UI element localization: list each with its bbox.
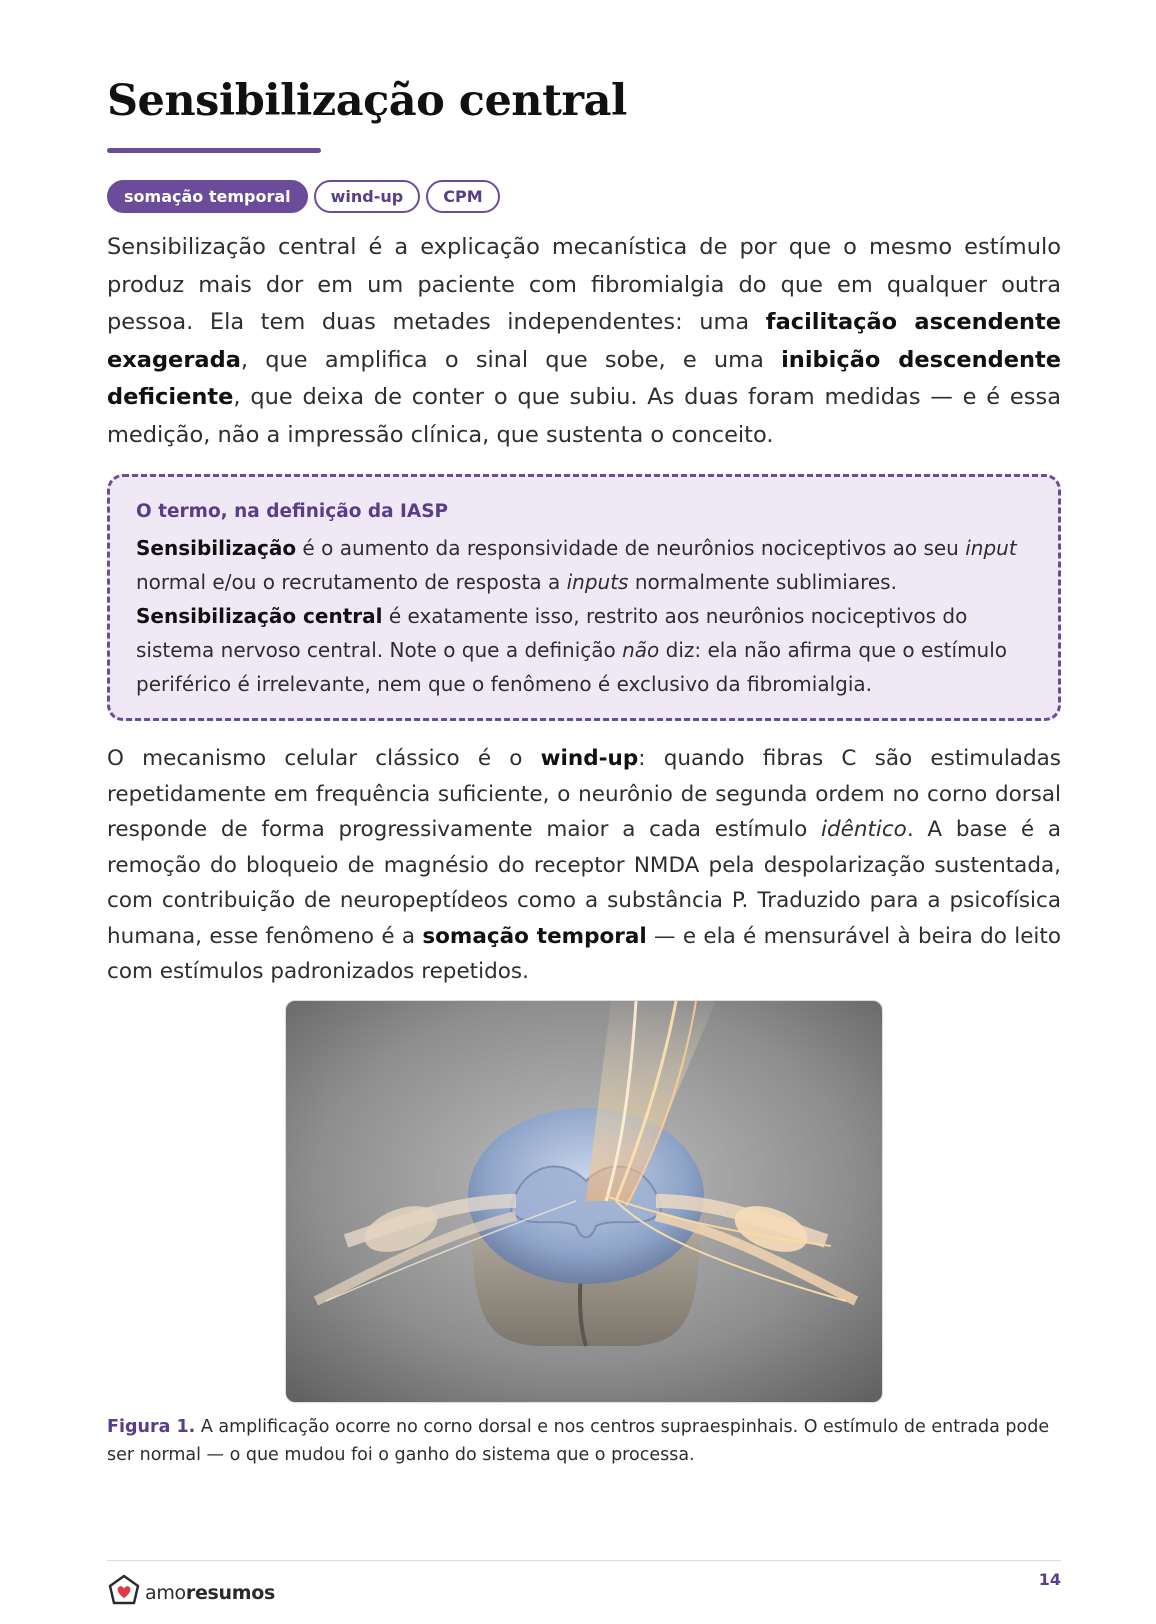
heart-shield-icon bbox=[107, 1574, 141, 1612]
tag-cpm[interactable]: CPM bbox=[426, 180, 499, 213]
footer-divider bbox=[107, 1560, 1061, 1561]
callout-text: Sensibilização é o aumento da responsividade de neurônios nociceptivos ao seu input normal e/ou o recrutamento de resposta a inputs normalmente sublimiares. Sensibilização central é exatamente isso, restrito aos neurônios nociceptivos do sistema nervoso central. Note o que a definição não diz: ela não afirma que o estímulo periférico é irrelevante, nem que o fenômeno é exclusivo da fibromialgia. bbox=[136, 536, 1017, 696]
callout-title: O termo, na definição da IASP bbox=[136, 501, 449, 522]
tag-somacao-temporal[interactable]: somação temporal bbox=[107, 180, 308, 213]
brand-logo[interactable] bbox=[107, 1574, 275, 1612]
definition-callout bbox=[107, 474, 1061, 721]
windup-paragraph: O mecanismo celular clássico é o wind-up: quando fibras C são estimuladas repetidamente em frequência suficiente, o neurônio de segunda ordem no corno dorsal responde de forma progressivamente maior a cada estímulo idêntico. A base é a remoção do bloqueio de magnésio do receptor NMDA pela despolarização sustentada, com contribuição de neuropeptídeos como a substância P. Traduzido para a psicofísica humana, esse fenômeno é a somação temporal — e ela é mensurável à beira do leito com estímulos padronizados repetidos. bbox=[107, 746, 1061, 984]
intro-paragraph: Sensibilização central é a explicação mecanística de por que o mesmo estímulo produz mais dor em um paciente com fibromialgia do que em qualquer outra pessoa. Ela tem duas metades independentes: uma facilitação ascendente exagerada, que amplifica o sinal que sobe, e uma inibição descendente deficiente, que deixa de conter o que subiu. As duas foram medidas — e é essa medição, não a impressão clínica, que sustenta o conceito. bbox=[107, 234, 1061, 448]
spinal-cord-figure bbox=[285, 1000, 883, 1403]
brand-name: amoresumos bbox=[145, 1582, 276, 1604]
tag-list bbox=[107, 180, 500, 213]
tag-wind-up[interactable]: wind-up bbox=[314, 180, 421, 213]
figure-caption: Figura 1. A amplificação ocorre no corno dorsal e nos centros supraespinhais. O estímulo de entrada pode ser normal — o que mudou foi o ganho do sistema que o processa. bbox=[107, 1417, 1050, 1465]
spinal-cord-illustration bbox=[286, 1001, 882, 1402]
page-title: Sensibilização central bbox=[107, 76, 627, 126]
page-number: 14 bbox=[1038, 1570, 1061, 1589]
title-underline bbox=[107, 148, 321, 153]
